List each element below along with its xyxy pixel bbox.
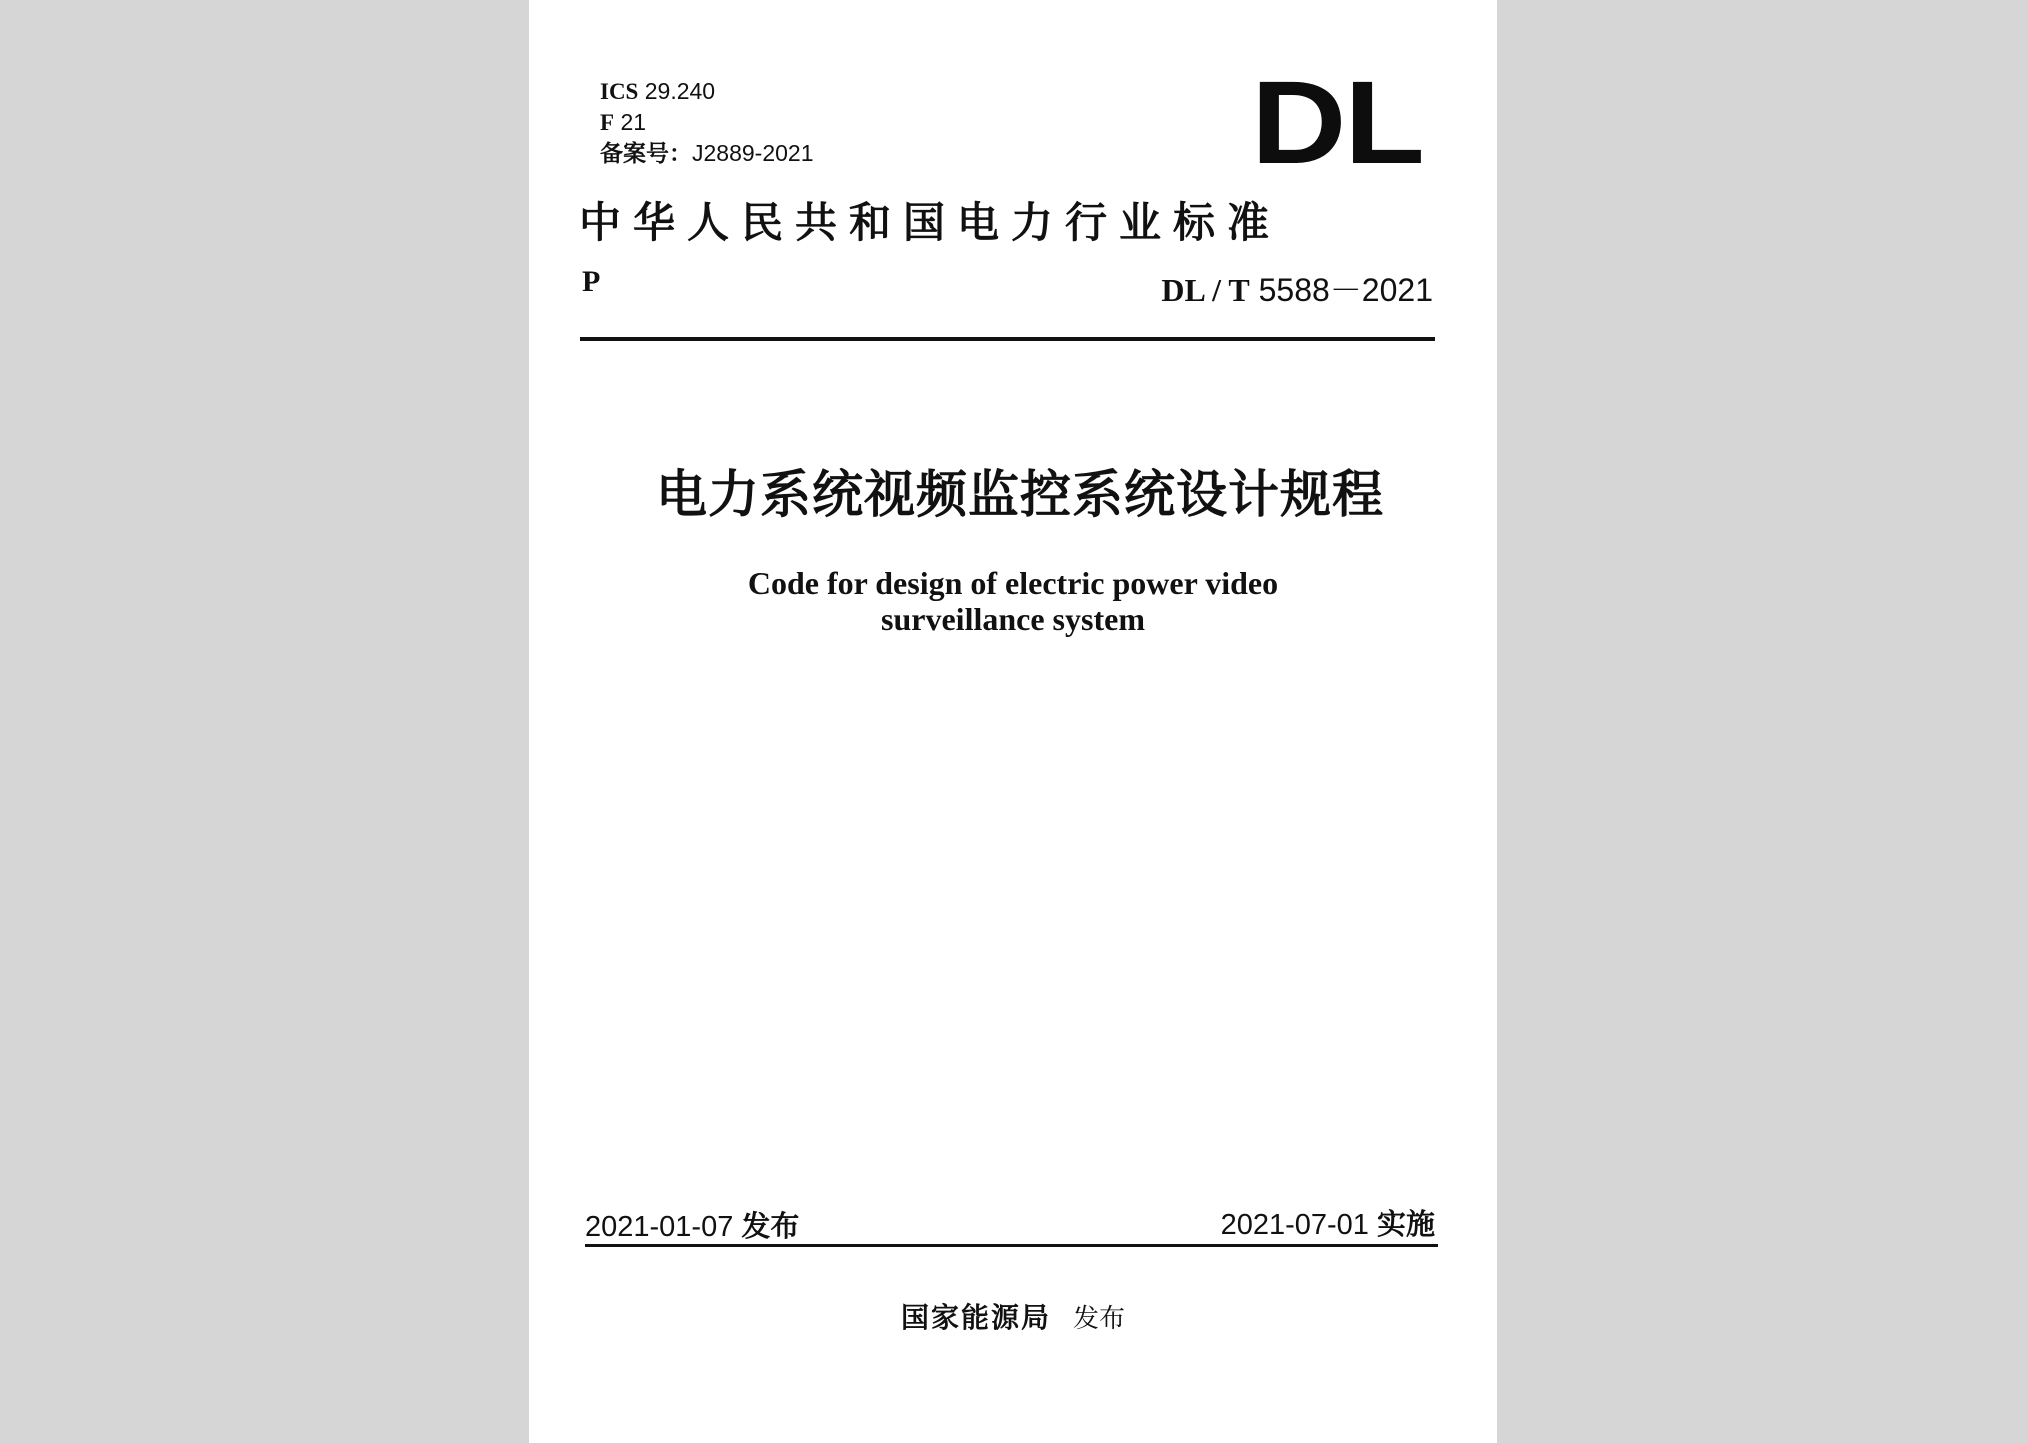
publisher-name: 国家能源局 (900, 1301, 1051, 1334)
category-code: P (582, 265, 601, 298)
ics-value: 29.240 (644, 78, 716, 104)
ics-code (600, 76, 814, 107)
issue-date (585, 1204, 799, 1245)
english-title-line-2: surveillance system (881, 601, 1145, 637)
document-page (529, 0, 1497, 1443)
issue-date-value: 2021-01-07 (585, 1211, 734, 1243)
ics-label: ICS (600, 79, 639, 104)
standard-number (1161, 265, 1433, 311)
implementation-label: 实施 (1376, 1207, 1435, 1241)
filing-label: 备案号： (600, 141, 692, 167)
dl-logo: DL (1251, 57, 1423, 189)
classification-block (600, 76, 814, 169)
publisher-line (529, 1296, 1497, 1336)
publish-label: 发布 (1073, 1304, 1126, 1334)
header-divider (580, 337, 1435, 341)
chinese-title: 电力系统视频监控系统设计规程 (655, 466, 1384, 525)
filing-value: J2889-2021 (692, 140, 814, 166)
standard-type-title: 中华人民共和国电力行业标准 (579, 198, 1282, 247)
implementation-date-value: 2021-07-01 (1220, 1209, 1369, 1241)
standard-number-value: 5588－2021 (1258, 272, 1433, 308)
standard-number-prefix: DL / T (1161, 272, 1250, 308)
issue-label: 发布 (741, 1209, 800, 1243)
ccs-label: F (600, 110, 615, 135)
filing-number (600, 138, 814, 169)
english-title-line-1: Code for design of electric power video (747, 565, 1279, 601)
implementation-date (1221, 1202, 1435, 1243)
english-title (529, 565, 1497, 637)
ccs-value: 21 (620, 109, 647, 135)
footer-divider (585, 1244, 1438, 1247)
ccs-code (600, 107, 814, 138)
